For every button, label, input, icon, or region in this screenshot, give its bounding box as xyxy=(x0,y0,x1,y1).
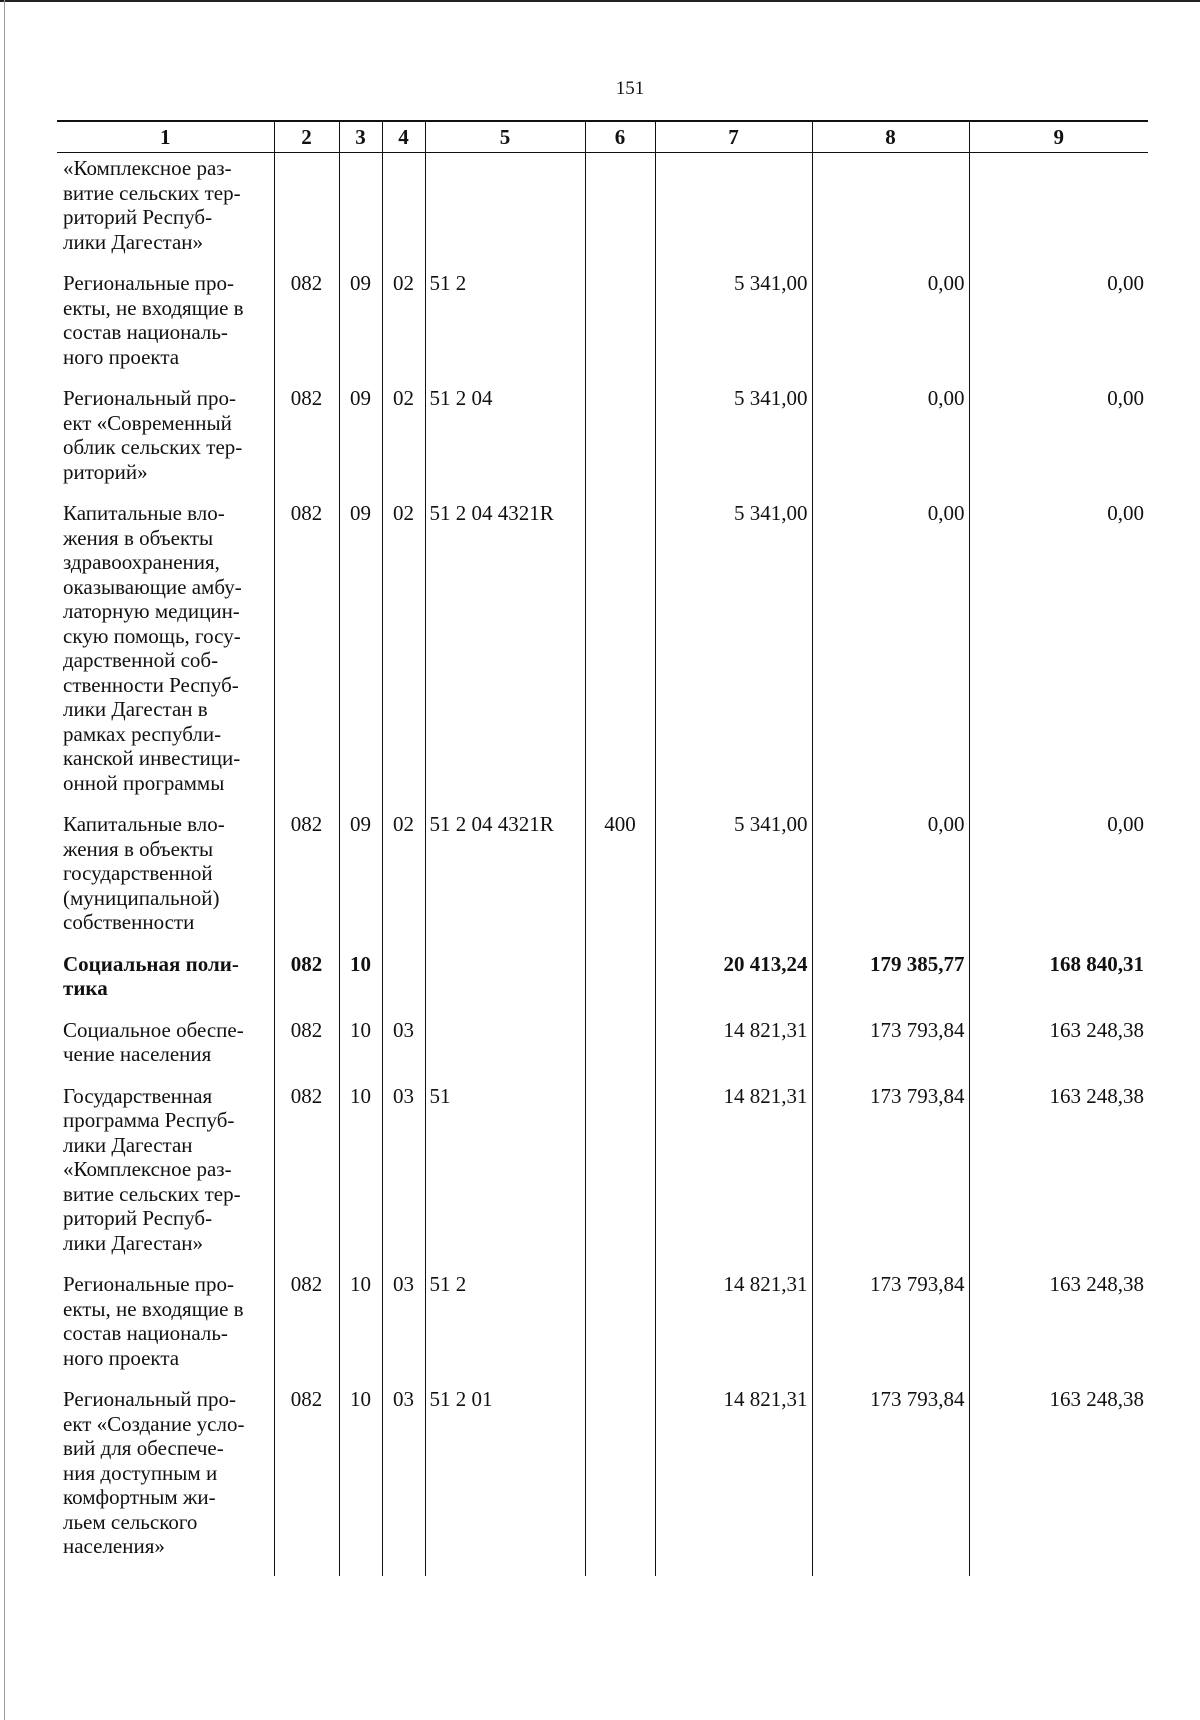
item-name-line: дарственной соб- xyxy=(63,648,219,672)
item-name-line: состав националь- xyxy=(63,1321,228,1345)
item-name-line: жения в объекты xyxy=(63,836,214,861)
item-name-cell xyxy=(57,1387,274,1576)
item-name-line: ния доступным и xyxy=(63,1460,218,1485)
admin-code-cell: 082 xyxy=(274,386,339,501)
column-header: 2 xyxy=(274,121,339,153)
item-name-line: тика xyxy=(63,976,108,1000)
item-name-line: чение населения xyxy=(63,1042,212,1066)
item-name-line: витие сельских тер- xyxy=(63,1181,241,1206)
item-name-line: рамках республи- xyxy=(63,721,222,746)
amount-cell: 14 821,31 xyxy=(655,1018,812,1084)
subsection-cell: 02 xyxy=(382,271,425,386)
item-name-line: (муниципальной) xyxy=(63,885,220,910)
amount-cell: 14 821,31 xyxy=(655,1272,812,1387)
item-name-line: оказывающие амбу- xyxy=(63,574,242,599)
admin-code-cell: 082 xyxy=(274,1018,339,1084)
expense-type-cell xyxy=(585,386,655,501)
amount-cell xyxy=(812,153,969,272)
table-row xyxy=(57,1018,1148,1084)
expense-type-cell xyxy=(585,153,655,272)
section-cell: 09 xyxy=(339,501,382,812)
subsection-cell: 02 xyxy=(382,386,425,501)
table-row xyxy=(57,1272,1148,1387)
item-name-line: витие сельских тер- xyxy=(63,180,241,205)
amount-cell: 163 248,38 xyxy=(969,1387,1148,1576)
amount-cell: 0,00 xyxy=(969,386,1148,501)
admin-code-cell: 082 xyxy=(274,1272,339,1387)
subsection-cell xyxy=(382,153,425,272)
section-cell: 09 xyxy=(339,386,382,501)
item-name-cell xyxy=(57,1084,274,1273)
admin-code-cell: 082 xyxy=(274,501,339,812)
amount-cell xyxy=(969,153,1148,272)
item-name-line: Капитальные вло- xyxy=(63,812,225,836)
target-article-cell: 51 2 xyxy=(425,271,585,386)
amount-cell: 173 793,84 xyxy=(812,1272,969,1387)
amount-cell: 14 821,31 xyxy=(655,1387,812,1576)
subsection-cell: 02 xyxy=(382,812,425,952)
item-name-line: Региональные про- xyxy=(63,1272,235,1296)
subsection-cell: 03 xyxy=(382,1018,425,1084)
item-name-line: лики Дагестан» xyxy=(63,1230,204,1255)
table-row xyxy=(57,271,1148,386)
budget-table xyxy=(57,120,1148,1576)
item-name-line: екты, не входящие в xyxy=(63,1296,244,1321)
item-name-line: льем сельского xyxy=(63,1509,198,1534)
column-header: 4 xyxy=(382,121,425,153)
amount-cell: 0,00 xyxy=(969,271,1148,386)
expense-type-cell xyxy=(585,1272,655,1387)
amount-cell: 0,00 xyxy=(812,812,969,952)
column-header: 9 xyxy=(969,121,1148,153)
target-article-cell xyxy=(425,952,585,1018)
item-name-line: ного проекта xyxy=(63,1345,180,1370)
amount-cell: 168 840,31 xyxy=(969,952,1148,1018)
subsection-cell: 03 xyxy=(382,1084,425,1273)
item-name-line: «Комплексное раз- xyxy=(63,1157,232,1181)
amount-cell: 0,00 xyxy=(969,812,1148,952)
table-row xyxy=(57,153,1148,272)
item-name-line: программа Респуб- xyxy=(63,1108,235,1132)
item-name-line: здравоохранения, xyxy=(63,550,220,574)
item-name-line: Социальная поли- xyxy=(63,951,239,976)
table-header-row xyxy=(57,121,1148,153)
item-name-line: Капитальные вло- xyxy=(63,501,225,525)
amount-cell: 0,00 xyxy=(812,271,969,386)
item-name-line: «Комплексное раз- xyxy=(63,156,232,180)
expense-type-cell xyxy=(585,271,655,386)
amount-cell: 14 821,31 xyxy=(655,1084,812,1273)
expense-type-cell xyxy=(585,952,655,1018)
amount-cell: 0,00 xyxy=(812,501,969,812)
section-cell: 10 xyxy=(339,952,382,1018)
item-name-line: Региональный про- xyxy=(63,386,236,410)
item-name-line: собственности xyxy=(63,910,195,934)
column-header: 5 xyxy=(425,121,585,153)
section-cell: 09 xyxy=(339,812,382,952)
item-name-line: жения в объекты xyxy=(63,525,214,550)
expense-type-cell xyxy=(585,1387,655,1576)
section-cell: 10 xyxy=(339,1272,382,1387)
section-cell: 10 xyxy=(339,1387,382,1576)
item-name-line: облик сельских тер- xyxy=(63,435,243,459)
amount-cell: 173 793,84 xyxy=(812,1018,969,1084)
item-name-line: государственной xyxy=(63,861,213,885)
section-cell: 10 xyxy=(339,1018,382,1084)
amount-cell: 163 248,38 xyxy=(969,1018,1148,1084)
scan-border-left xyxy=(4,0,5,1720)
amount-cell: 179 385,77 xyxy=(812,952,969,1018)
amount-cell: 20 413,24 xyxy=(655,952,812,1018)
admin-code-cell: 082 xyxy=(274,1084,339,1273)
item-name-line: риторий Респуб- xyxy=(63,205,213,229)
item-name-line: вий для обеспече- xyxy=(63,1436,224,1460)
amount-cell: 173 793,84 xyxy=(812,1084,969,1273)
amount-cell: 0,00 xyxy=(969,501,1148,812)
column-header: 8 xyxy=(812,121,969,153)
table-body xyxy=(57,153,1148,1576)
table-row xyxy=(57,812,1148,952)
amount-cell: 5 341,00 xyxy=(655,501,812,812)
amount-cell: 5 341,00 xyxy=(655,386,812,501)
subsection-cell: 03 xyxy=(382,1387,425,1576)
amount-cell: 173 793,84 xyxy=(812,1387,969,1576)
item-name-line: канской инвестици- xyxy=(63,746,241,770)
item-name-cell xyxy=(57,501,274,812)
amount-cell xyxy=(655,153,812,272)
item-name-line: ект «Создание усло- xyxy=(63,1411,245,1436)
item-name-line: населения» xyxy=(63,1534,165,1558)
target-article-cell xyxy=(425,1018,585,1084)
expense-type-cell: 400 xyxy=(585,812,655,952)
target-article-cell xyxy=(425,153,585,272)
admin-code-cell: 082 xyxy=(274,271,339,386)
admin-code-cell: 082 xyxy=(274,812,339,952)
item-name-line: ект «Современный xyxy=(63,410,232,435)
target-article-cell: 51 2 04 4321R xyxy=(425,501,585,812)
item-name-line: комфортным жи- xyxy=(63,1485,216,1509)
amount-cell: 163 248,38 xyxy=(969,1084,1148,1273)
item-name-line: Социальное обеспе- xyxy=(63,1017,244,1042)
table-row xyxy=(57,386,1148,501)
subsection-cell xyxy=(382,952,425,1018)
item-name-line: скую помощь, госу- xyxy=(63,623,241,648)
table-row xyxy=(57,501,1148,812)
item-name-line: лики Дагестан в xyxy=(63,697,208,721)
table-row xyxy=(57,952,1148,1018)
item-name-line: Региональный про- xyxy=(63,1387,236,1411)
item-name-line: Государственная xyxy=(63,1083,213,1108)
item-name-cell xyxy=(57,952,274,1018)
column-header: 7 xyxy=(655,121,812,153)
item-name-line: риторий Респуб- xyxy=(63,1206,213,1230)
item-name-line: лики Дагестан xyxy=(63,1132,193,1157)
item-name-line: латорную медицин- xyxy=(63,599,240,623)
amount-cell: 5 341,00 xyxy=(655,271,812,386)
target-article-cell: 51 2 04 4321R xyxy=(425,812,585,952)
item-name-line: состав националь- xyxy=(63,320,228,344)
item-name-line: ного проекта xyxy=(63,344,180,369)
item-name-line: риторий» xyxy=(63,459,148,484)
item-name-line: екты, не входящие в xyxy=(63,295,244,320)
expense-type-cell xyxy=(585,501,655,812)
expense-type-cell xyxy=(585,1084,655,1273)
target-article-cell: 51 2 01 xyxy=(425,1387,585,1576)
amount-cell: 5 341,00 xyxy=(655,812,812,952)
expense-type-cell xyxy=(585,1018,655,1084)
admin-code-cell xyxy=(274,153,339,272)
table-row xyxy=(57,1084,1148,1273)
subsection-cell: 02 xyxy=(382,501,425,812)
admin-code-cell: 082 xyxy=(274,952,339,1018)
column-header: 3 xyxy=(339,121,382,153)
item-name-line: ственности Респуб- xyxy=(63,672,239,697)
item-name-cell xyxy=(57,1272,274,1387)
item-name-cell xyxy=(57,153,274,272)
table-row xyxy=(57,1387,1148,1576)
section-cell xyxy=(339,153,382,272)
amount-cell: 163 248,38 xyxy=(969,1272,1148,1387)
page-number: 151 xyxy=(615,78,645,99)
column-header: 6 xyxy=(585,121,655,153)
item-name-line: Региональные про- xyxy=(63,271,235,295)
target-article-cell: 51 xyxy=(425,1084,585,1273)
admin-code-cell: 082 xyxy=(274,1387,339,1576)
target-article-cell: 51 2 04 xyxy=(425,386,585,501)
item-name-cell xyxy=(57,1018,274,1084)
amount-cell: 0,00 xyxy=(812,386,969,501)
item-name-cell xyxy=(57,271,274,386)
item-name-cell xyxy=(57,812,274,952)
section-cell: 10 xyxy=(339,1084,382,1273)
item-name-line: лики Дагестан» xyxy=(63,229,204,254)
scan-border-top xyxy=(0,0,1200,2)
target-article-cell: 51 2 xyxy=(425,1272,585,1387)
subsection-cell: 03 xyxy=(382,1272,425,1387)
section-cell: 09 xyxy=(339,271,382,386)
column-header: 1 xyxy=(57,121,274,153)
item-name-line: онной программы xyxy=(63,770,225,795)
item-name-cell xyxy=(57,386,274,501)
